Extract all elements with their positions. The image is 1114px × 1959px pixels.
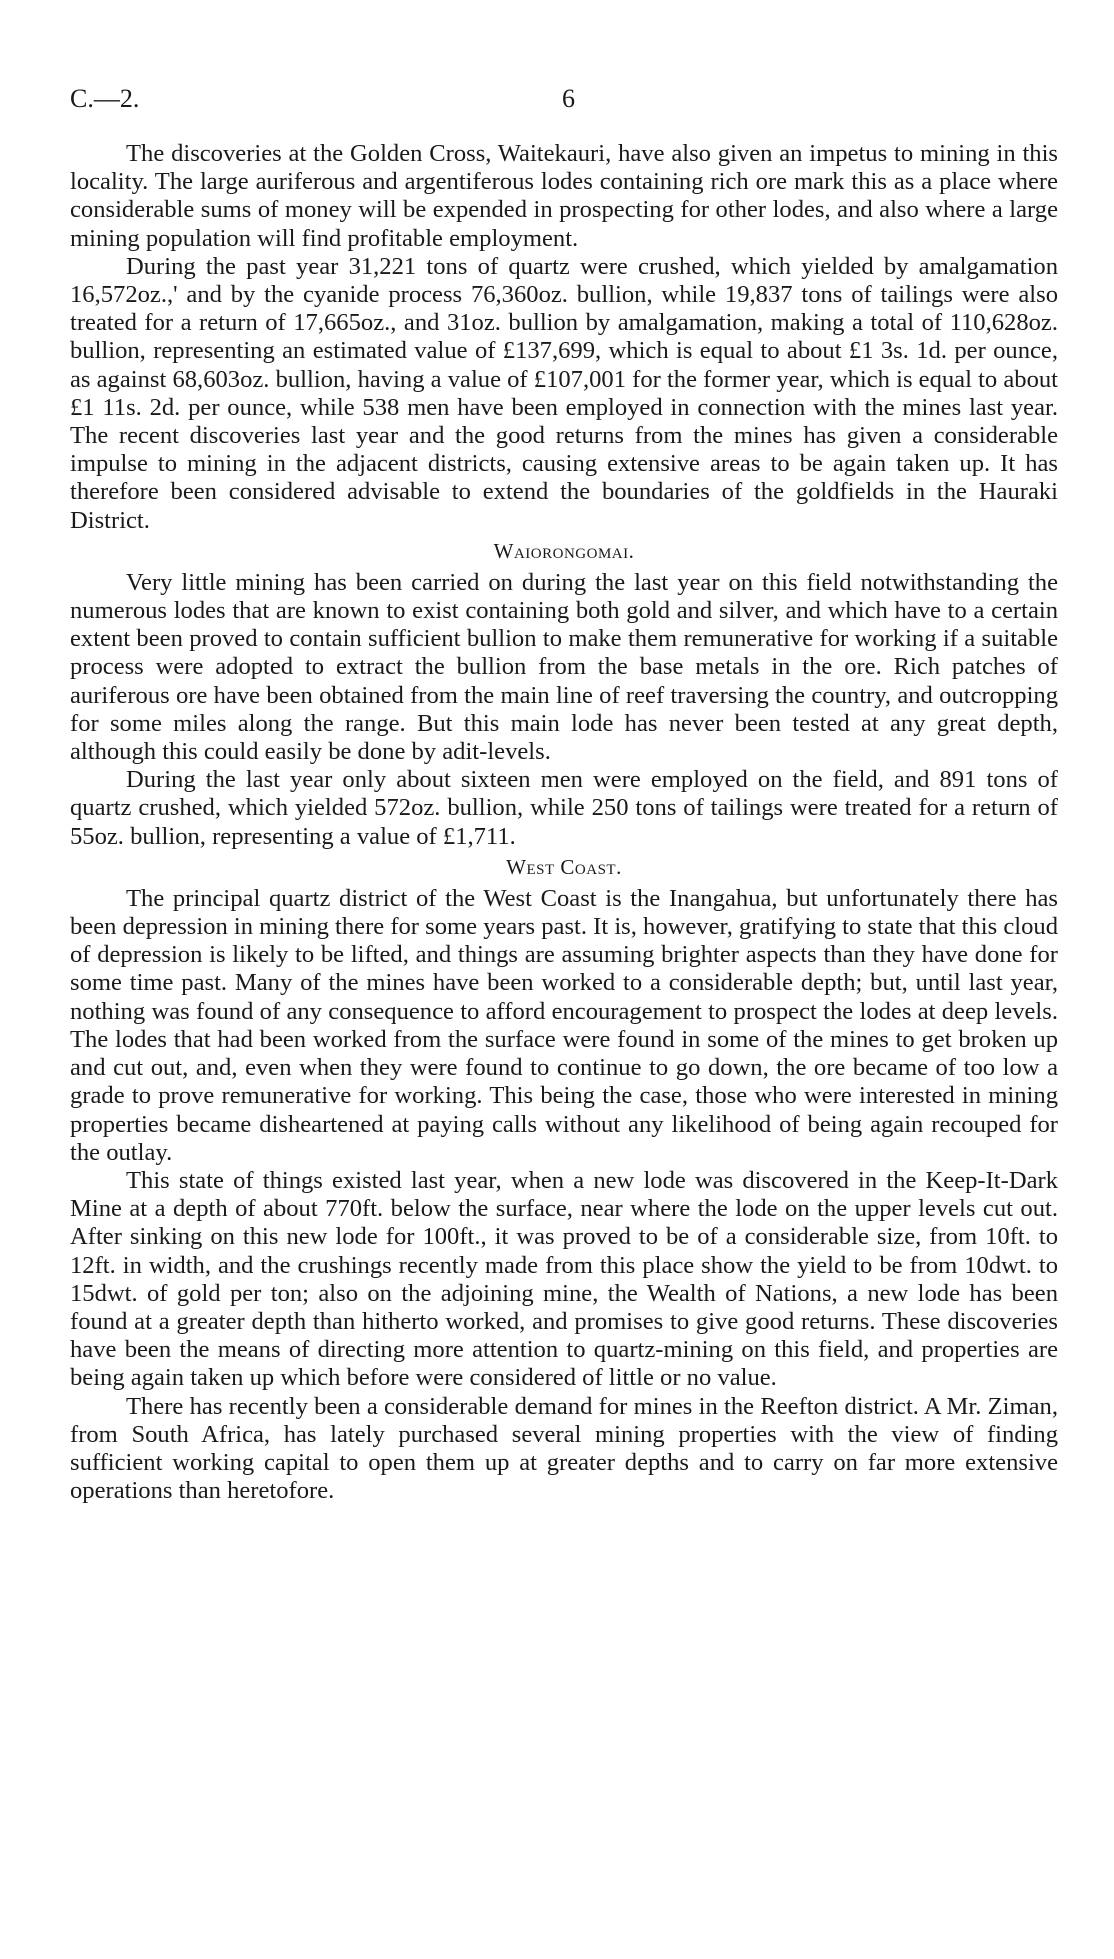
paragraph-reefton: There has recently been a considerable demand for mines in the Reefton district. A Mr. Ziman, from South Africa, has lately purchased several mining properties with the view of finding sufficient working capital to open them up at greater depths and to carry on far more extensive operations than heretofore. (70, 1392, 1058, 1505)
document-reference: C.—2. (70, 84, 140, 113)
section-heading-west-coast: West Coast. (506, 854, 622, 879)
document-body (70, 140, 1058, 1505)
paragraph-inangahua: The principal quartz district of the West Coast is the Inangahua, but unfortunately there has been depression in mining there for some years past. It is, however, gratifying to state that this cloud of depression is likely to be lifted, and things are assuming brighter aspects than they have done for some time past. Many of the mines have been worked to a considerable depth; but, until last year, nothing was found of any consequence to afford encouragement to prospect the lodes at deep levels. The lodes that had been worked from the surface were found in some of the mines to get broken up and cut out, and, even when they were found to continue to go down, the ore became of too low a grade to prove remunerative for working. This being the case, those who were interested in mining properties became disheartened at paying calls without any likelihood of being again recouped for the outlay. (70, 884, 1058, 1166)
paragraph-hauraki-returns: During the past year 31,221 tons of quartz were crushed, which yielded by amalgamation 16,572oz.,' and by the cyanide process 76,360oz. bullion, while 19,837 tons of tailings were also treated for a return of 17,665oz., and 31oz. bullion by amalgamation, making a total of 110,628oz. bullion, representing an estimated value of £137,699, which is equal to about £1 3s. 1d. per ounce, as against 68,603oz. bullion, having a value of £107,001 for the former year, which is equal to about £1 11s. 2d. per ounce, while 538 men have been employed in connection with the mines last year. The recent discoveries last year and the good returns from the mines has given a considerable impulse to mining in the adjacent districts, causing extensive areas to be again taken up. It has therefore been considered advisable to extend the boundaries of the goldfields in the Hauraki District. (70, 252, 1058, 534)
paragraph-waiorongomai-lodes: Very little mining has been carried on during the last year on this field notwithstanding the numerous lodes that are known to exist containing both gold and silver, and which have to a certain extent been proved to contain sufficient bullion to make them remunerative for working if a suitable process were adopted to extract the bullion from the base metals in the ore. Rich patches of auriferous ore have been obtained from the main line of reef traversing the country, and outcropping for some miles along the range. But this main lode has never been tested at any great depth, although this could easily be done by adit-levels. (70, 568, 1058, 766)
paragraph-waiorongomai-returns: During the last year only about sixteen men were employed on the field, and 891 tons of quartz crushed, which yielded 572oz. bullion, while 250 tons of tailings were treated for a return of 55oz. bullion, representing a value of £1,711. (70, 766, 1058, 850)
page-header (70, 84, 1060, 116)
paragraph-keep-it-dark: This state of things existed last year, when a new lode was discovered in the Keep-It-Dark Mine at a depth of about 770ft. below the surface, near where the lode on the upper levels cut out. After sinking on this new lode for 100ft., it was proved to be of a considerable size, from 10ft. to 12ft. in width, and the crushings recently made from this place show the yield to be from 10dwt. to 15dwt. of gold per ton; also on the adjoining mine, the Wealth of Nations, a new lode has been found at a greater depth than hitherto worked, and promises to give good returns. These discoveries have been the means of directing more attention to quartz-mining on this field, and properties are being again taken up which before were considered of little or no value. (70, 1166, 1058, 1392)
page-number: 6 (562, 84, 575, 113)
section-heading-waiorongomai: Waiorongomai. (493, 538, 635, 563)
paragraph-golden-cross: The discoveries at the Golden Cross, Waitekauri, have also given an impetus to mining in this locality. The large auriferous and argentiferous lodes containing rich ore mark this as a place where considerable sums of money will be expended in prospecting for other lodes, and also where a large mining population will find profitable employment. (70, 140, 1058, 252)
